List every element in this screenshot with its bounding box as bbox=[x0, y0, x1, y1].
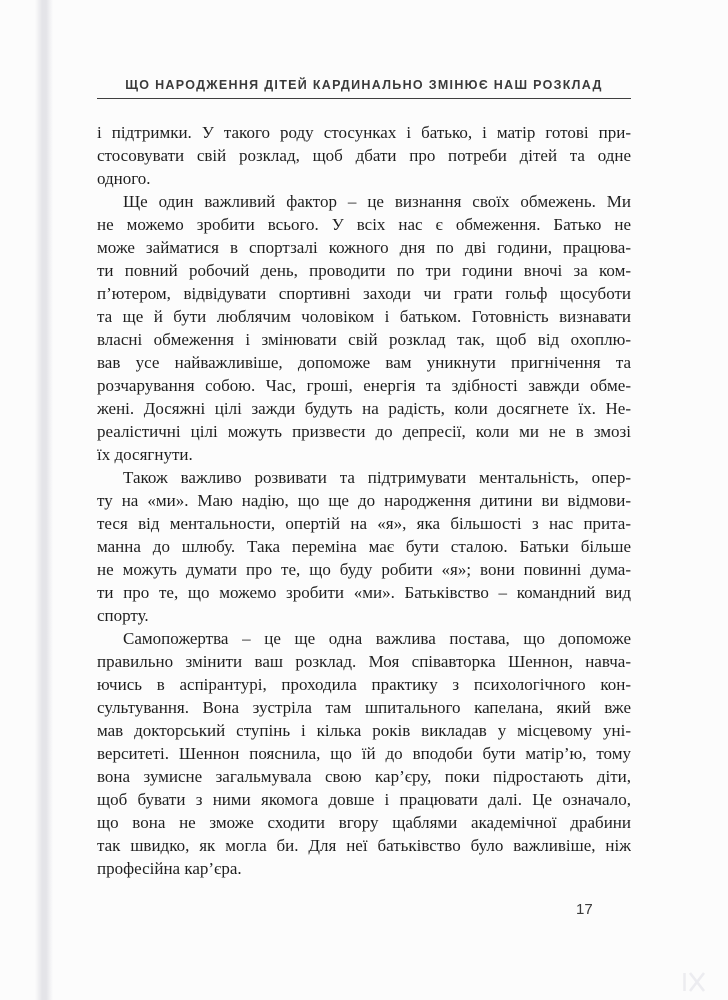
text-line: що вона не зможе сходити вгору щаблями академічної драбини bbox=[97, 813, 631, 832]
text-line: ти повний робочий день, проводити по три години вночі за ком- bbox=[97, 261, 631, 280]
text-line: вона зумисне загальмувала свою кар’єру, поки підростають діти, bbox=[97, 767, 631, 786]
text-line: Самопожертва – це ще одна важлива постава, що допоможе bbox=[123, 629, 631, 648]
text-line: та ще й бути люблячим чоловіком і батьком. Готовність визнавати bbox=[97, 307, 631, 326]
text-line: реалістичні цілі можуть призвести до депресії, коли ми не в змозі bbox=[97, 422, 631, 441]
text-line: не можуть думати про те, що буду робити «я»; вони повинні дума- bbox=[97, 560, 631, 579]
text-line: Також важливо розвивати та підтримувати ментальність, опер- bbox=[123, 468, 631, 487]
text-line: п’ютером, відвідувати спортивні заходи чи грати гольф щосуботи bbox=[97, 284, 631, 303]
text-line: теся від ментальности, опертій на «я», яка більшості з нас прита- bbox=[97, 514, 631, 533]
corner-watermark-icon bbox=[682, 971, 706, 993]
running-header: ЩО НАРОДЖЕННЯ ДІТЕЙ КАРДИНАЛЬНО ЗМІНЮЄ НАШ РОЗКЛАД bbox=[97, 78, 631, 99]
text-line: Ще один важливий фактор – це визнання своїх обмежень. Ми bbox=[123, 192, 631, 211]
body-text bbox=[97, 121, 631, 880]
text-line: не можемо зробити всього. У всіх нас є обмеження. Батько не bbox=[97, 215, 631, 234]
text-line: професійна кар’єра. bbox=[97, 859, 242, 878]
page-edge-shadow bbox=[35, 0, 53, 1000]
text-line: верситеті. Шеннон пояснила, що їй до вподоби бути матір’ю, тому bbox=[97, 744, 631, 763]
text-line: мав докторський ступінь і кілька років викладав у місцевому уні- bbox=[97, 721, 631, 740]
text-line: ту на «ми». Маю надію, що ще до народження дитини ви відмови- bbox=[97, 491, 631, 510]
text-line: так швидко, як могла би. Для неї батьківство було важливіше, ніж bbox=[97, 836, 631, 855]
text-line: їх досягнути. bbox=[97, 445, 193, 464]
text-line: одного. bbox=[97, 169, 151, 188]
text-line: власні обмеження і змінювати свій розклад так, щоб від охоплю- bbox=[97, 330, 631, 349]
text-line: вав усе найважливіше, допоможе вам уникнути пригнічення та bbox=[97, 353, 631, 372]
text-line: сультування. Вона зустріла там шпитального капелана, який вже bbox=[97, 698, 631, 717]
text-line: розчарування собою. Час, гроші, енергія та здібності завжди обме- bbox=[97, 376, 631, 395]
text-line: і підтримки. У такого роду стосунках і батько, і матір готові при- bbox=[97, 123, 631, 142]
text-line: правильно змінити ваш розклад. Моя співавторка Шеннон, навча- bbox=[97, 652, 631, 671]
page-number: 17 bbox=[576, 901, 593, 918]
text-line: манна до шлюбу. Така переміна має бути сталою. Батьки більше bbox=[97, 537, 631, 556]
text-line: спорту. bbox=[97, 606, 149, 625]
text-line: ти про те, що можемо зробити «ми». Батьківство – командний вид bbox=[97, 583, 631, 602]
text-line: ючись в аспірантурі, проходила практику з психологічного кон- bbox=[97, 675, 631, 694]
text-line: щоб бувати з ними якомога довше і працювати далі. Це означало, bbox=[97, 790, 631, 809]
text-line: стосовувати свій розклад, щоб дбати про потреби дітей та одне bbox=[97, 146, 631, 165]
text-line: жені. Досяжні цілі зажди будуть на радість, коли досягнете їх. Не- bbox=[97, 399, 631, 418]
text-line: може займатися в спортзалі кожного дня по дві години, працюва- bbox=[97, 238, 631, 257]
